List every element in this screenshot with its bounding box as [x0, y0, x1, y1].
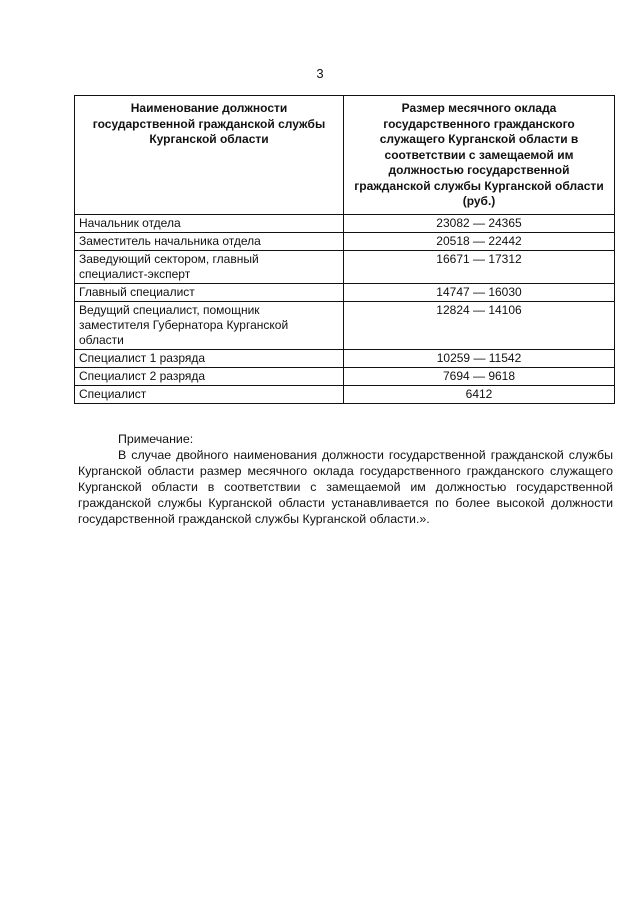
position-cell: Главный специалист [75, 283, 344, 301]
note-text: В случае двойного наименования должности государственной гражданской службы Курганской области размер месячного оклада государственного гражданского служащего Курганской области в соответствии с замещаемой им должностью государственной гражданской службы Курганской области устанавливается по более высокой должности государственной гражданской службы Курганской области.». [78, 448, 613, 526]
salary-cell: 20518 — 22442 [344, 232, 615, 250]
table-row [75, 349, 615, 367]
table-row [75, 214, 615, 232]
salary-cell: 7694 — 9618 [344, 367, 615, 385]
table-row [75, 301, 615, 349]
salary-cell: 14747 — 16030 [344, 283, 615, 301]
salary-table [74, 95, 615, 404]
table-row [75, 283, 615, 301]
position-cell: Специалист [75, 385, 344, 403]
salary-cell: 23082 — 24365 [344, 214, 615, 232]
table-row [75, 232, 615, 250]
position-cell: Начальник отдела [75, 214, 344, 232]
salary-cell: 10259 — 11542 [344, 349, 615, 367]
table-row [75, 250, 615, 283]
table-header-row [75, 96, 615, 215]
salary-cell: 16671 — 17312 [344, 250, 615, 283]
position-cell: Специалист 2 разряда [75, 367, 344, 385]
page-number: 3 [316, 66, 324, 81]
position-cell: Заместитель начальника отдела [75, 232, 344, 250]
salary-cell: 12824 — 14106 [344, 301, 615, 349]
note-section [78, 431, 613, 527]
table-row [75, 385, 615, 403]
table-row [75, 367, 615, 385]
column-header-position: Наименование должности государственной гражданской службы Курганской области [75, 96, 344, 215]
position-cell: Специалист 1 разряда [75, 349, 344, 367]
position-cell: Ведущий специалист, помощник заместителя Губернатора Курганской области [75, 301, 344, 349]
position-cell: Заведующий сектором, главный специалист-эксперт [75, 250, 344, 283]
note-title: Примечание: [118, 432, 194, 446]
column-header-salary: Размер месячного оклада государственного гражданского служащего Курганской области в соответствии с замещаемой им должностью государственной гражданской службы Курганской области (руб.) [344, 96, 615, 215]
salary-cell: 6412 [344, 385, 615, 403]
